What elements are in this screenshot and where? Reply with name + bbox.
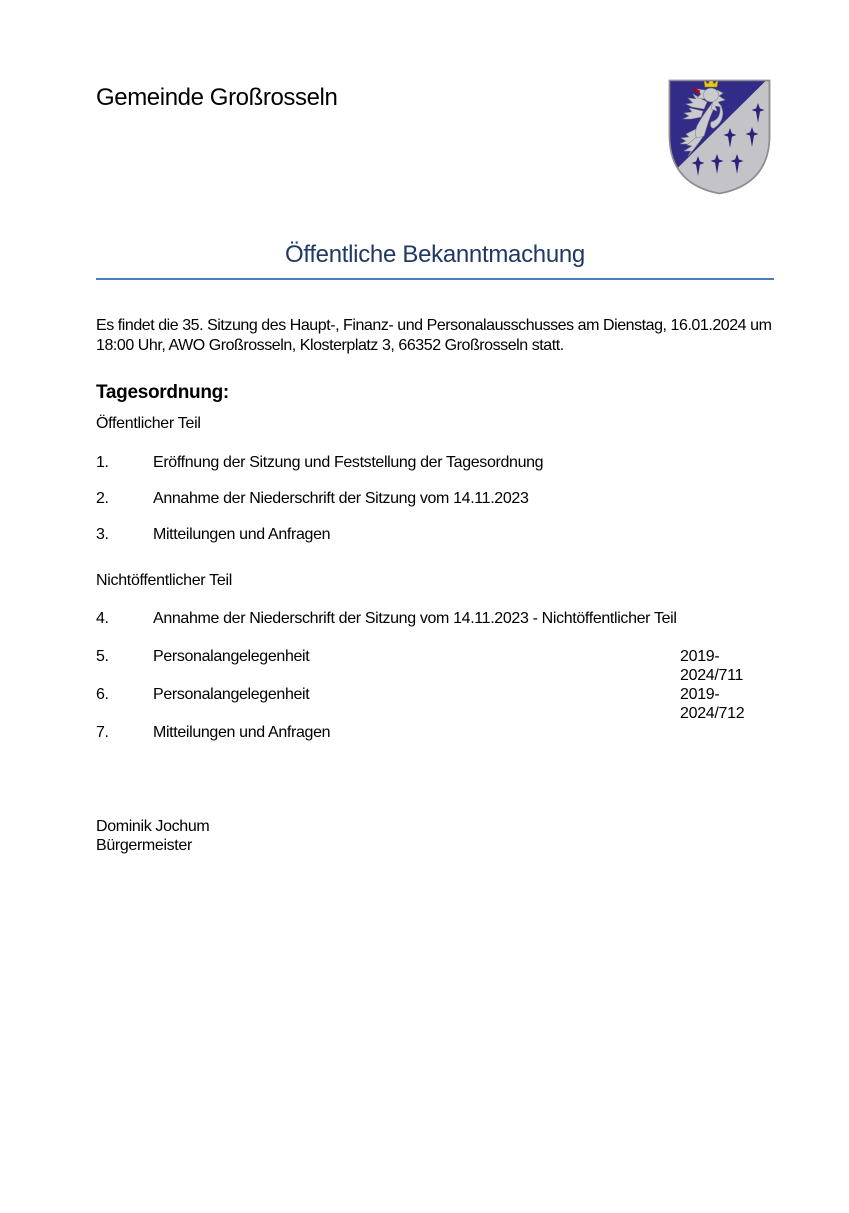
agenda-item [96, 489, 774, 509]
intro-paragraph: Es findet die 35. Sitzung des Haupt-, Finanz- und Personalausschusses am Dienstag, 16.01.2024 um 18:00 Uhr, AWO Großrosseln, Klosterplatz 3, 66352 Großrosseln statt. [96, 317, 772, 354]
agenda-item [96, 647, 774, 684]
item-number: 5. [96, 648, 109, 665]
section-heading-public: Öffentlicher Teil [96, 415, 201, 432]
item-text: Mitteilungen und Anfragen [153, 526, 331, 543]
signature-block [96, 817, 774, 855]
section-heading-nonpublic: Nichtöffentlicher Teil [96, 572, 232, 589]
agenda-item [96, 453, 774, 473]
item-number: 7. [96, 724, 109, 741]
title-block [96, 241, 774, 280]
item-text: Annahme der Niederschrift der Sitzung vom 14.11.2023 [153, 490, 529, 507]
item-number: 2. [96, 490, 109, 507]
item-reference: 2019-2024/712 [680, 686, 745, 722]
item-number: 6. [96, 686, 109, 703]
agenda-item [96, 609, 774, 629]
page-title: Öffentliche Bekanntmachung [285, 241, 585, 268]
item-text: Personalangelegenheit [153, 648, 310, 665]
item-text: Mitteilungen und Anfragen [153, 724, 331, 741]
agenda-list-public [96, 453, 774, 545]
signer-name: Dominik Jochum [96, 818, 210, 835]
agenda-item [96, 525, 774, 545]
signer-role: Bürgermeister [96, 837, 192, 854]
item-text: Annahme der Niederschrift der Sitzung vom 14.11.2023 - Nichtöffentlicher Teil [153, 610, 677, 627]
municipality-name: Gemeinde Großrosseln [96, 84, 338, 111]
item-number: 3. [96, 526, 109, 543]
agenda-item [96, 685, 774, 722]
item-reference: 2019-2024/711 [680, 648, 744, 684]
item-number: 4. [96, 610, 109, 627]
agenda-list-nonpublic [96, 609, 774, 743]
item-text: Eröffnung der Sitzung und Feststellung der Tagesordnung [153, 454, 544, 471]
item-text: Personalangelegenheit [153, 686, 310, 703]
item-number: 1. [96, 454, 109, 471]
municipal-coat-of-arms-icon [667, 78, 772, 196]
agenda-heading: Tagesordnung: [96, 382, 229, 403]
agenda-item [96, 723, 774, 743]
